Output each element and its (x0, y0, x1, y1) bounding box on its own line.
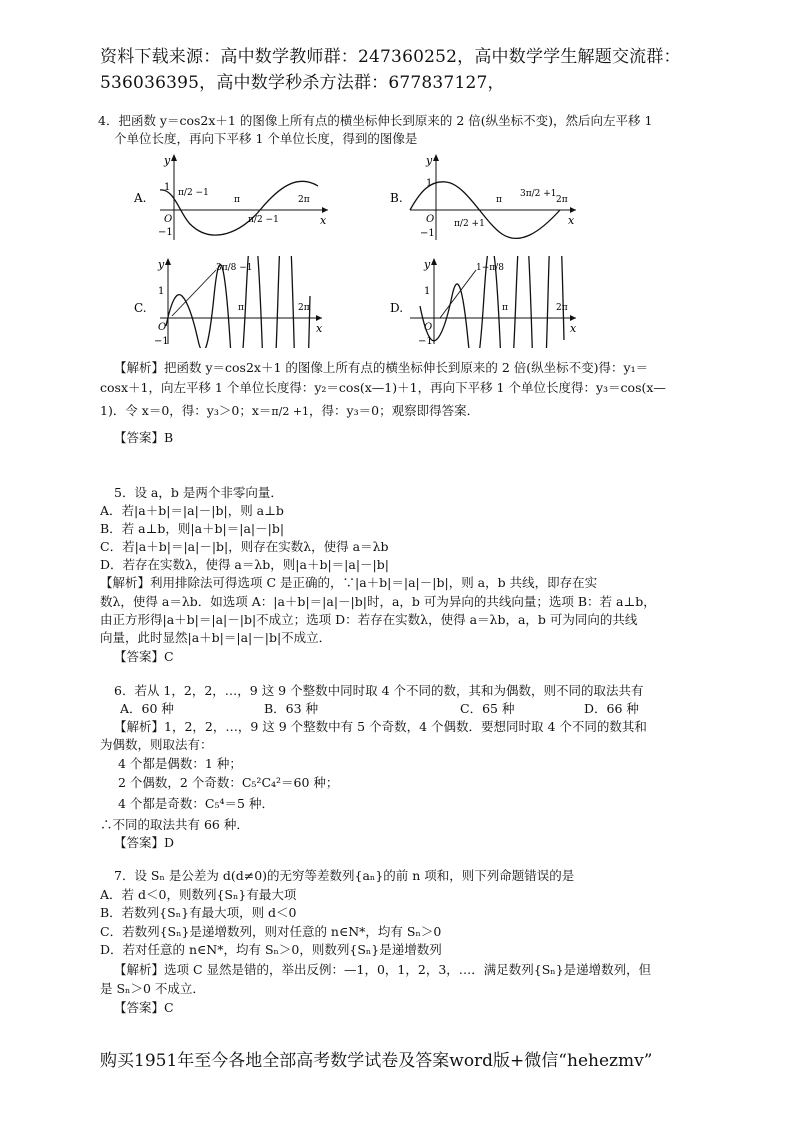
q7-analysis-line-1: 【解析】选项 C 显然是错的，举出反例：—1，0，1，2，3，…．满足数列{Sₙ}是递增数列，但 (114, 962, 652, 977)
graph-b-label: B. (390, 191, 403, 205)
graph-a-x-label: x (320, 214, 327, 227)
q7-answer: 【答案】C (114, 1000, 174, 1015)
graph-c-label: C. (134, 301, 147, 315)
q5-option-d: D．若存在实数λ，使得 a＝λb，则|a＋b|＝|a|－|b| (100, 557, 389, 572)
graph-c-origin: O (158, 322, 167, 333)
graph-c-tick-1: 3π/8 −1 (216, 263, 253, 273)
q7-analysis-line-2: 是 Sₙ＞0 不成立． (100, 981, 205, 996)
graph-c-tick-pi: π (238, 303, 244, 313)
q7-option-d: D．若对任意的 n∈N*，均有 Sₙ＞0，则数列{Sₙ}是递增数列 (100, 942, 442, 957)
graph-d-x-label: x (570, 322, 577, 335)
graph-d-y-label: y (424, 258, 431, 271)
purchase-footer: 购买1951年至今各地全部高考数学试卷及答案word版+微信“hehezmv” (100, 1051, 653, 1071)
q5-analysis-line-2: 数λ，使得 a＝λb．如选项 A：|a＋b|＝|a|－|b|时，a，b 可为异向的共线向量；选项 B：若 a⊥b， (100, 594, 656, 609)
q5-option-b: B．若 a⊥b，则|a＋b|＝|a|－|b| (100, 521, 285, 536)
q4-analysis-line-1: 【解析】把函数 y＝cos2x＋1 的图像上所有点的横坐标伸长到原来的 2 倍(纵坐标不变)得：y₁＝ (114, 360, 649, 375)
q5-answer: 【答案】C (114, 649, 174, 664)
graph-b-y-label: y (426, 154, 433, 167)
question-7 (100, 0, 740, 1030)
graph-a-tick-3: π/2 −1 (248, 215, 279, 225)
header-line-1: 资料下载来源：高中数学教师群：247360252，高中数学学生解题交流群： (100, 47, 681, 67)
q6-analysis-line-1: 【解析】1，2，2，…，9 这 9 个整数中有 5 个奇数，4 个偶数．要想同时取 4 个不同的数其和 (114, 719, 647, 734)
q4-stem-line-1: 4．把函数 y＝cos2x＋1 的图像上所有点的横坐标伸长到原来的 2 倍(纵坐标不变)，然后向左平移 1 (98, 113, 653, 128)
graph-b-one: 1 (426, 178, 433, 189)
q6-case-2: 2 个偶数，2 个奇数：C₅²C₄²＝60 种； (118, 775, 339, 790)
graph-d-tick-2pi: 2π (556, 303, 568, 313)
q7-stem: 7．设 Sₙ 是公差为 d(d≠0)的无穷等差数列{aₙ}的前 n 项和，则下列命题错误的是 (114, 868, 575, 883)
q5-option-a: A．若|a＋b|＝|a|－|b|，则 a⊥b (100, 503, 284, 518)
graph-b-tick-pi: π (496, 195, 502, 205)
graph-c-one: 1 (158, 286, 165, 297)
graph-a-tick-1: π/2 −1 (178, 188, 209, 198)
graph-d-origin: O (424, 322, 433, 333)
graph-b-x-label: x (568, 214, 575, 227)
q4-answer: 【答案】B (114, 430, 174, 445)
graph-a-tick-pi: π (234, 195, 240, 205)
graph-b-tick-1: π/2 +1 (454, 219, 485, 229)
q7-option-a: A．若 d＜0，则数列{Sₙ}有最大项 (100, 887, 297, 902)
q4-stem-line-2: 个单位长度，再向下平移 1 个单位长度，得到的图像是 (114, 131, 418, 146)
q6-conclusion: ∴不同的取法共有 66 种． (100, 817, 249, 832)
q6-answer: 【答案】D (114, 835, 175, 850)
q6-analysis-line-2: 为偶数，则取法有： (100, 737, 213, 752)
q6-option-c: C．65 种 (460, 701, 515, 716)
q5-analysis-line-1: 【解析】利用排除法可得选项 C 是正确的，∵|a＋b|＝|a|－|b|，则 a，b 共线，即存在实 (100, 575, 598, 590)
q4-analysis-fraction: π/2 +1 (271, 405, 310, 418)
q6-option-d: D．66 种 (584, 701, 639, 716)
graph-c-x-label: x (316, 322, 323, 335)
graph-b-origin: O (426, 214, 435, 225)
graph-c-tick-2pi: 2π (298, 303, 310, 313)
graph-d-tick-pi: π (502, 303, 508, 313)
q4-analysis-line-3c: ，得：y₃＝0；观察即得答案． (309, 403, 480, 418)
q4-analysis-line-3a: 1)．令 x＝0，得：y₃＞0；x＝ (100, 403, 272, 418)
graph-a-neg-one: −1 (158, 227, 173, 238)
graph-d-tick-1: 1−π/8 (476, 263, 504, 273)
graph-d-neg-one: −1 (418, 336, 433, 347)
q5-stem: 5．设 a，b 是两个非零向量． (114, 485, 283, 500)
q6-case-1: 4 个都是偶数：1 种； (118, 756, 242, 771)
q5-analysis-line-4: 向量，此时显然|a＋b|＝|a|－|b|不成立． (100, 630, 332, 645)
header-line-2: 536036395，高中数学秒杀方法群：677837127， (100, 73, 505, 93)
graph-a-y-label: y (164, 154, 171, 167)
q6-case-3: 4 个都是奇数：C₅⁴＝5 种． (118, 796, 274, 811)
graph-c-neg-one: −1 (154, 336, 169, 347)
q6-stem: 6．若从 1，2，2，…，9 这 9 个整数中同时取 4 个不同的数，其和为偶数，则不同的取法共有 (114, 683, 644, 698)
graph-a-tick-2pi: 2π (298, 195, 310, 205)
graph-a-origin: O (164, 214, 173, 225)
q5-analysis-line-3: 由正方形得|a＋b|＝|a|－|b|不成立；选项 D：若存在实数λ，使得 a＝λb，a，b 可为同向的共线 (100, 612, 638, 627)
q6-option-a: A．60 种 (120, 701, 174, 716)
graph-a-one: 1 (164, 182, 171, 193)
q5-option-c: C．若|a＋b|＝|a|－|b|，则存在实数λ，使得 a＝λb (100, 539, 389, 554)
q6-option-b: B．63 种 (264, 701, 319, 716)
graph-b-neg-one: −1 (420, 228, 435, 239)
graph-d-one: 1 (424, 286, 431, 297)
graph-c-y-label: y (158, 258, 165, 271)
q7-option-b: B．若数列{Sₙ}有最大项，则 d＜0 (100, 905, 297, 920)
graph-d-label: D. (390, 301, 404, 315)
graph-b-tick-2pi: 2π (556, 195, 568, 205)
q7-option-c: C．若数列{Sₙ}是递增数列，则对任意的 n∈N*，均有 Sₙ＞0 (100, 924, 442, 939)
graph-b-tick-3: 3π/2 +1 (520, 189, 557, 199)
graph-a-label: A. (134, 191, 147, 205)
q4-analysis-line-2: cosx＋1，向左平移 1 个单位长度得：y₂＝cos(x—1)＋1，再向下平移 1 个单位长度得：y₃＝cos(x— (100, 380, 666, 395)
